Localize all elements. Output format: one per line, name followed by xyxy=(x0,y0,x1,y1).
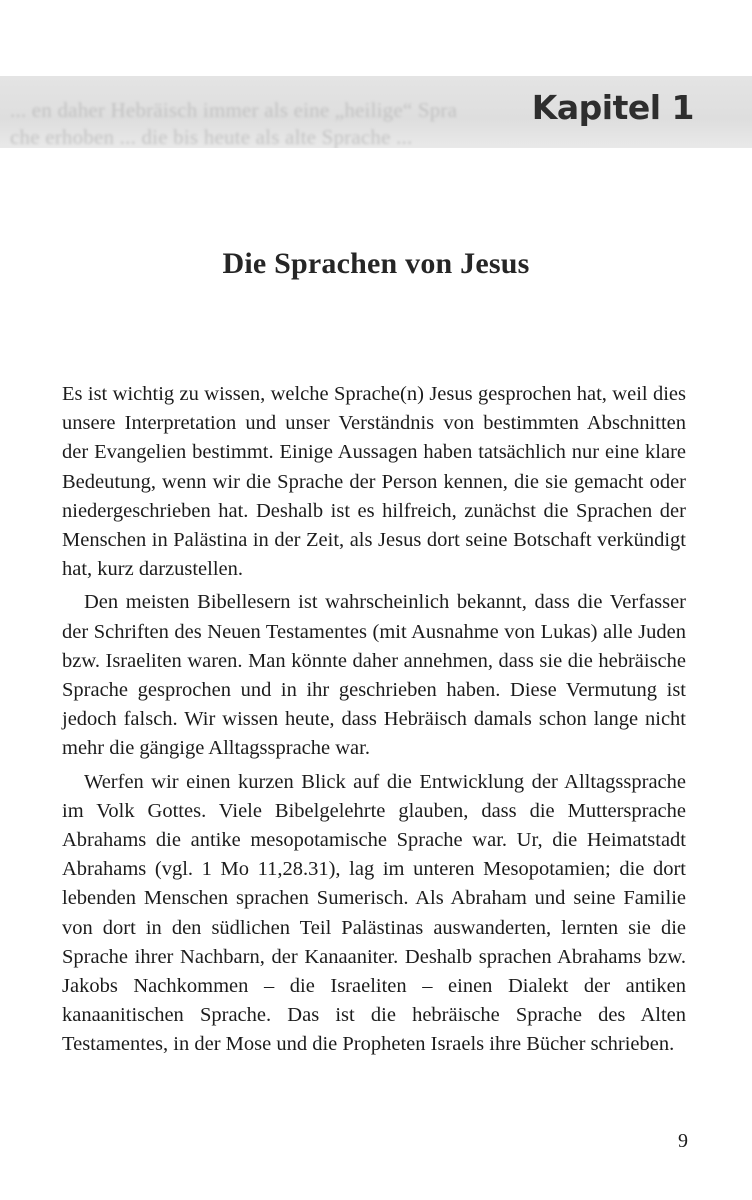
chapter-label: Kapitel 1 xyxy=(531,88,694,127)
paragraph-2: Den meisten Bibellesern ist wahrscheinlich bekannt, dass die Verfasser der Schriften des Neuen Testamentes (mit Ausnahme von Lukas) alle Juden bzw. Israeliten waren. Man könnte daher annehmen, dass sie die hebräische Sprache gesprochen und in ihr geschrieben haben. Diese Vermutung ist jedoch falsch. Wir wissen heute, dass Hebräisch damals schon lange nicht mehr die gängige Alltagssprache war. xyxy=(62,591,686,760)
body-text xyxy=(62,380,686,1060)
chapter-header-band xyxy=(0,76,752,148)
page-number: 9 xyxy=(678,1130,688,1152)
bleed-through-text-line-2: che erhoben ... die bis heute als alte Sprache ... xyxy=(10,125,413,148)
bleed-through-text-line-1: ... en daher Hebräisch immer als eine „heilige“ Spra xyxy=(10,98,458,122)
chapter-title: Die Sprachen von Jesus xyxy=(222,247,530,280)
paragraph-1: Es ist wichtig zu wissen, welche Sprache(n) Jesus gesprochen hat, weil dies unsere Interpretation und unser Verständnis von bestimmten Abschnitten der Evangelien bestimmt. Einige Aussagen haben tatsächlich nur eine klare Bedeutung, wenn wir die Sprache der Person kennen, die sie gemacht oder niedergeschrieben hat. Deshalb ist es hilfreich, zunächst die Sprachen der Menschen in Palästina in der Zeit, als Jesus dort seine Botschaft verkündigt hat, kurz darzustellen. xyxy=(62,383,686,581)
paragraph-3: Werfen wir einen kurzen Blick auf die Entwicklung der Alltagssprache im Volk Gottes. Viele Bibelgelehrte glauben, dass die Muttersprache Abrahams die antike mesopotamische Sprache war. Ur, die Heimatstadt Abrahams (vgl. 1 Mo 11,28.31), lag im unteren Mesopotamien; die dort lebenden Menschen sprachen Sumerisch. Als Abraham und seine Familie von dort in den südlichen Teil Palästinas auswanderten, lernten sie die Sprache ihrer Nachbarn, der Kanaaniter. Deshalb sprachen Abrahams bzw. Jakobs Nachkommen – die Israeliten – einen Dialekt der antiken kanaanitischen Sprache. Das ist die hebräische Sprache des Alten Testamentes, in der Mose und die Propheten Israels ihre Bücher schrieben. xyxy=(62,770,686,1056)
